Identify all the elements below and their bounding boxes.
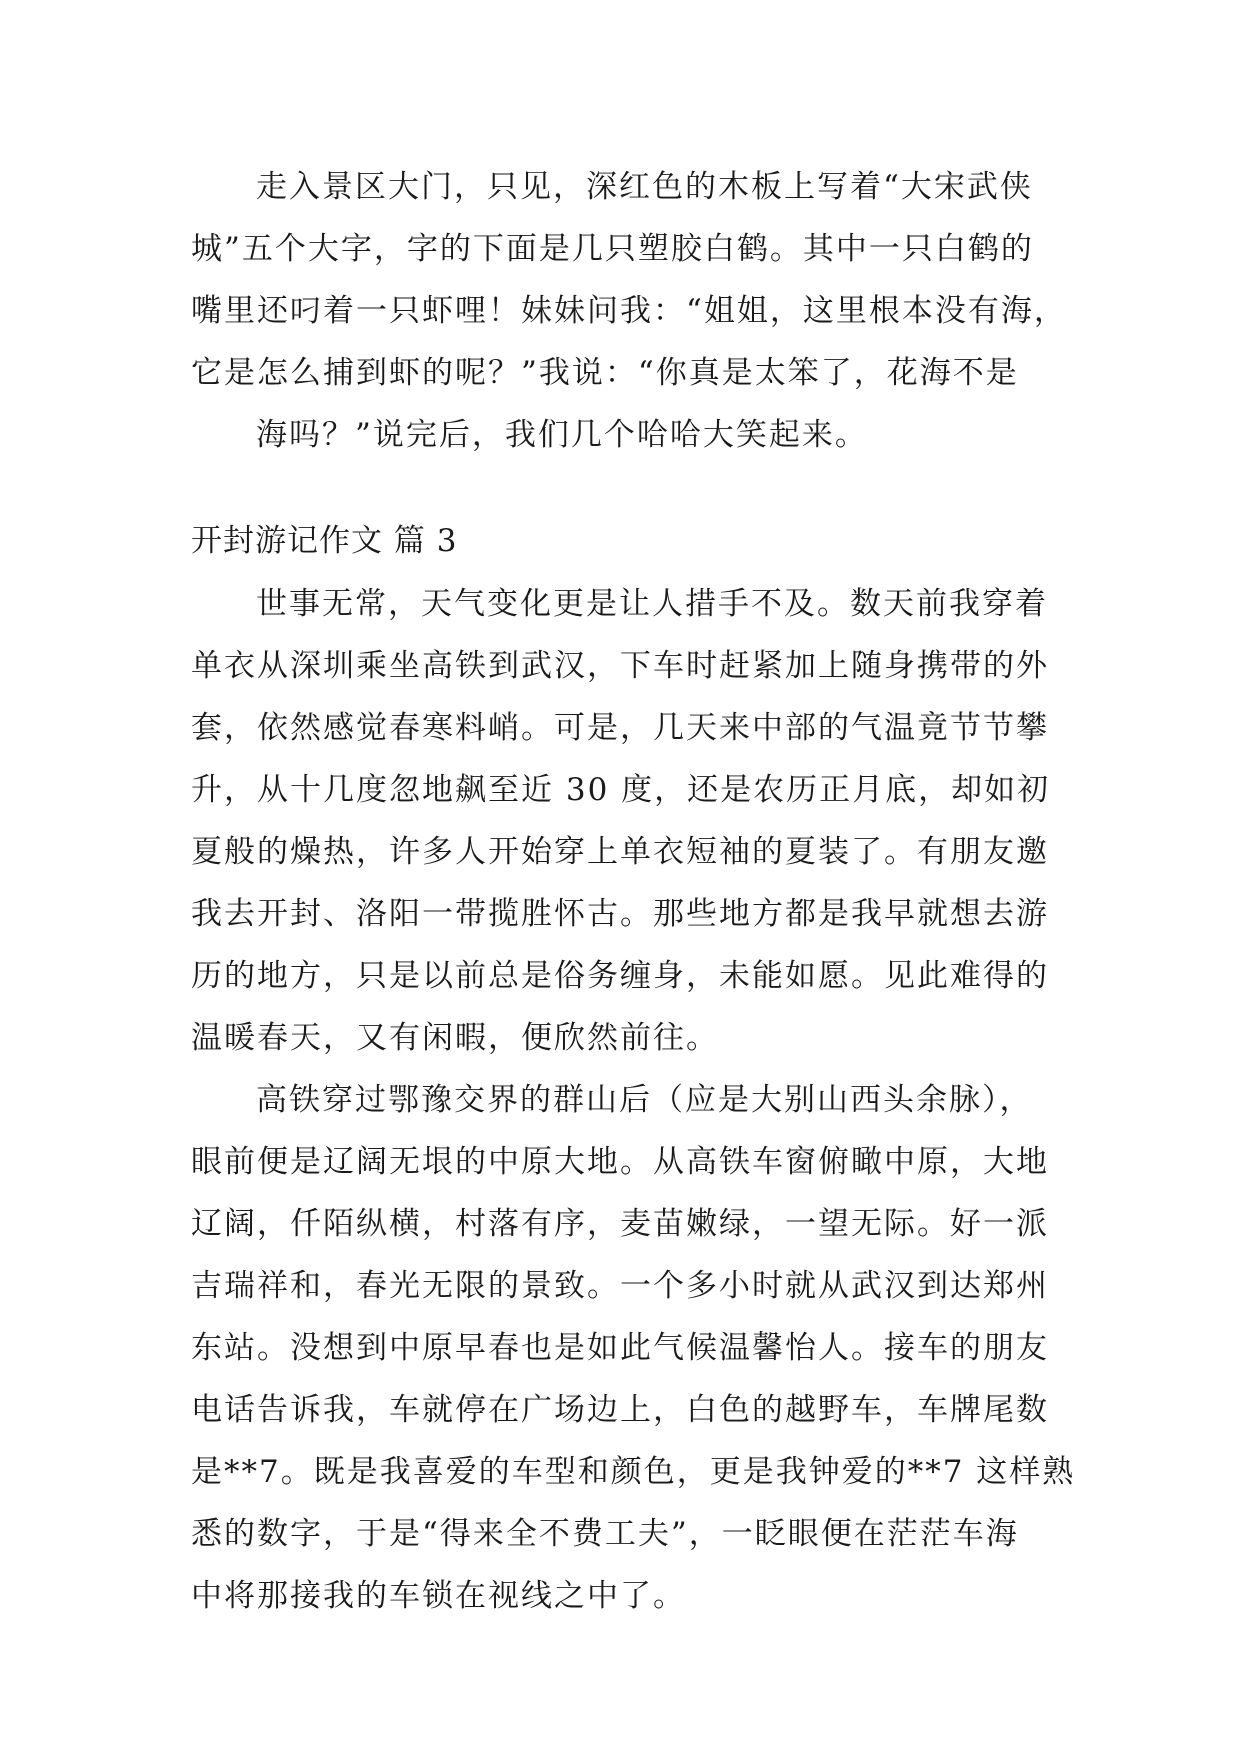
text-line: 吉瑞祥和，春光无限的景致。一个多小时就从武汉到达郑州 bbox=[191, 1268, 1049, 1304]
text-line: 辽阔，仟陌纵横，村落有序，麦苗嫩绿，一望无际。好一派 bbox=[191, 1206, 1049, 1242]
text-line: 电话告诉我，车就停在广场边上，白色的越野车，车牌尾数 bbox=[191, 1392, 1049, 1428]
text-line: 中将那接我的车锁在视线之中了。 bbox=[191, 1578, 686, 1614]
text-line: 升，从十几度忽地飙至近 30 度，还是农历正月底，却如初 bbox=[191, 772, 1051, 808]
text-line: 它是怎么捕到虾的呢？”我说：“你真是太笨了，花海不是 bbox=[191, 355, 1019, 391]
text-line: 嘴里还叼着一只虾哩！妹妹问我：“姐姐，这里根本没有海， bbox=[191, 293, 1067, 329]
text-line: 我去开封、洛阳一带揽胜怀古。那些地方都是我早就想去游 bbox=[191, 896, 1049, 932]
text-line: 温暖春天，又有闲暇，便欣然前往。 bbox=[191, 1020, 719, 1056]
text-line: 悉的数字，于是“得来全不费工夫”，一眨眼便在茫茫车海 bbox=[191, 1516, 1019, 1552]
text-line: 单衣从深圳乘坐高铁到武汉，下车时赶紧加上随身携带的外 bbox=[191, 648, 1049, 684]
text-line: 历的地方，只是以前总是俗务缠身，未能如愿。见此难得的 bbox=[191, 958, 1049, 994]
text-line: 城”五个大字，字的下面是几只塑胶白鹤。其中一只白鹤的 bbox=[191, 231, 1034, 267]
text-line: 高铁穿过鄂豫交界的群山后（应是大别山西头余脉）， bbox=[256, 1082, 1033, 1118]
text-line: 是**7。既是我喜爱的车型和颜色，更是我钟爱的**7 这样熟 bbox=[191, 1454, 1076, 1490]
text-line: 套，依然感觉春寒料峭。可是，几天来中部的气温竟节节攀 bbox=[191, 710, 1049, 746]
text-line: 眼前便是辽阔无垠的中原大地。从高铁车窗俯瞰中原，大地 bbox=[191, 1144, 1049, 1180]
text-line: 海吗？”说完后，我们几个哈哈大笑起来。 bbox=[256, 417, 868, 453]
section-heading: 开封游记作文 篇 3 bbox=[191, 523, 458, 559]
text-line: 夏般的燥热，许多人开始穿上单衣短袖的夏装了。有朋友邀 bbox=[191, 834, 1049, 870]
text-line: 东站。没想到中原早春也是如此气候温馨怡人。接车的朋友 bbox=[191, 1330, 1049, 1366]
text-line: 世事无常，天气变化更是让人措手不及。数天前我穿着 bbox=[256, 586, 1048, 622]
text-line: 走入景区大门，只见，深红色的木板上写着“大宋武侠 bbox=[256, 169, 1033, 205]
